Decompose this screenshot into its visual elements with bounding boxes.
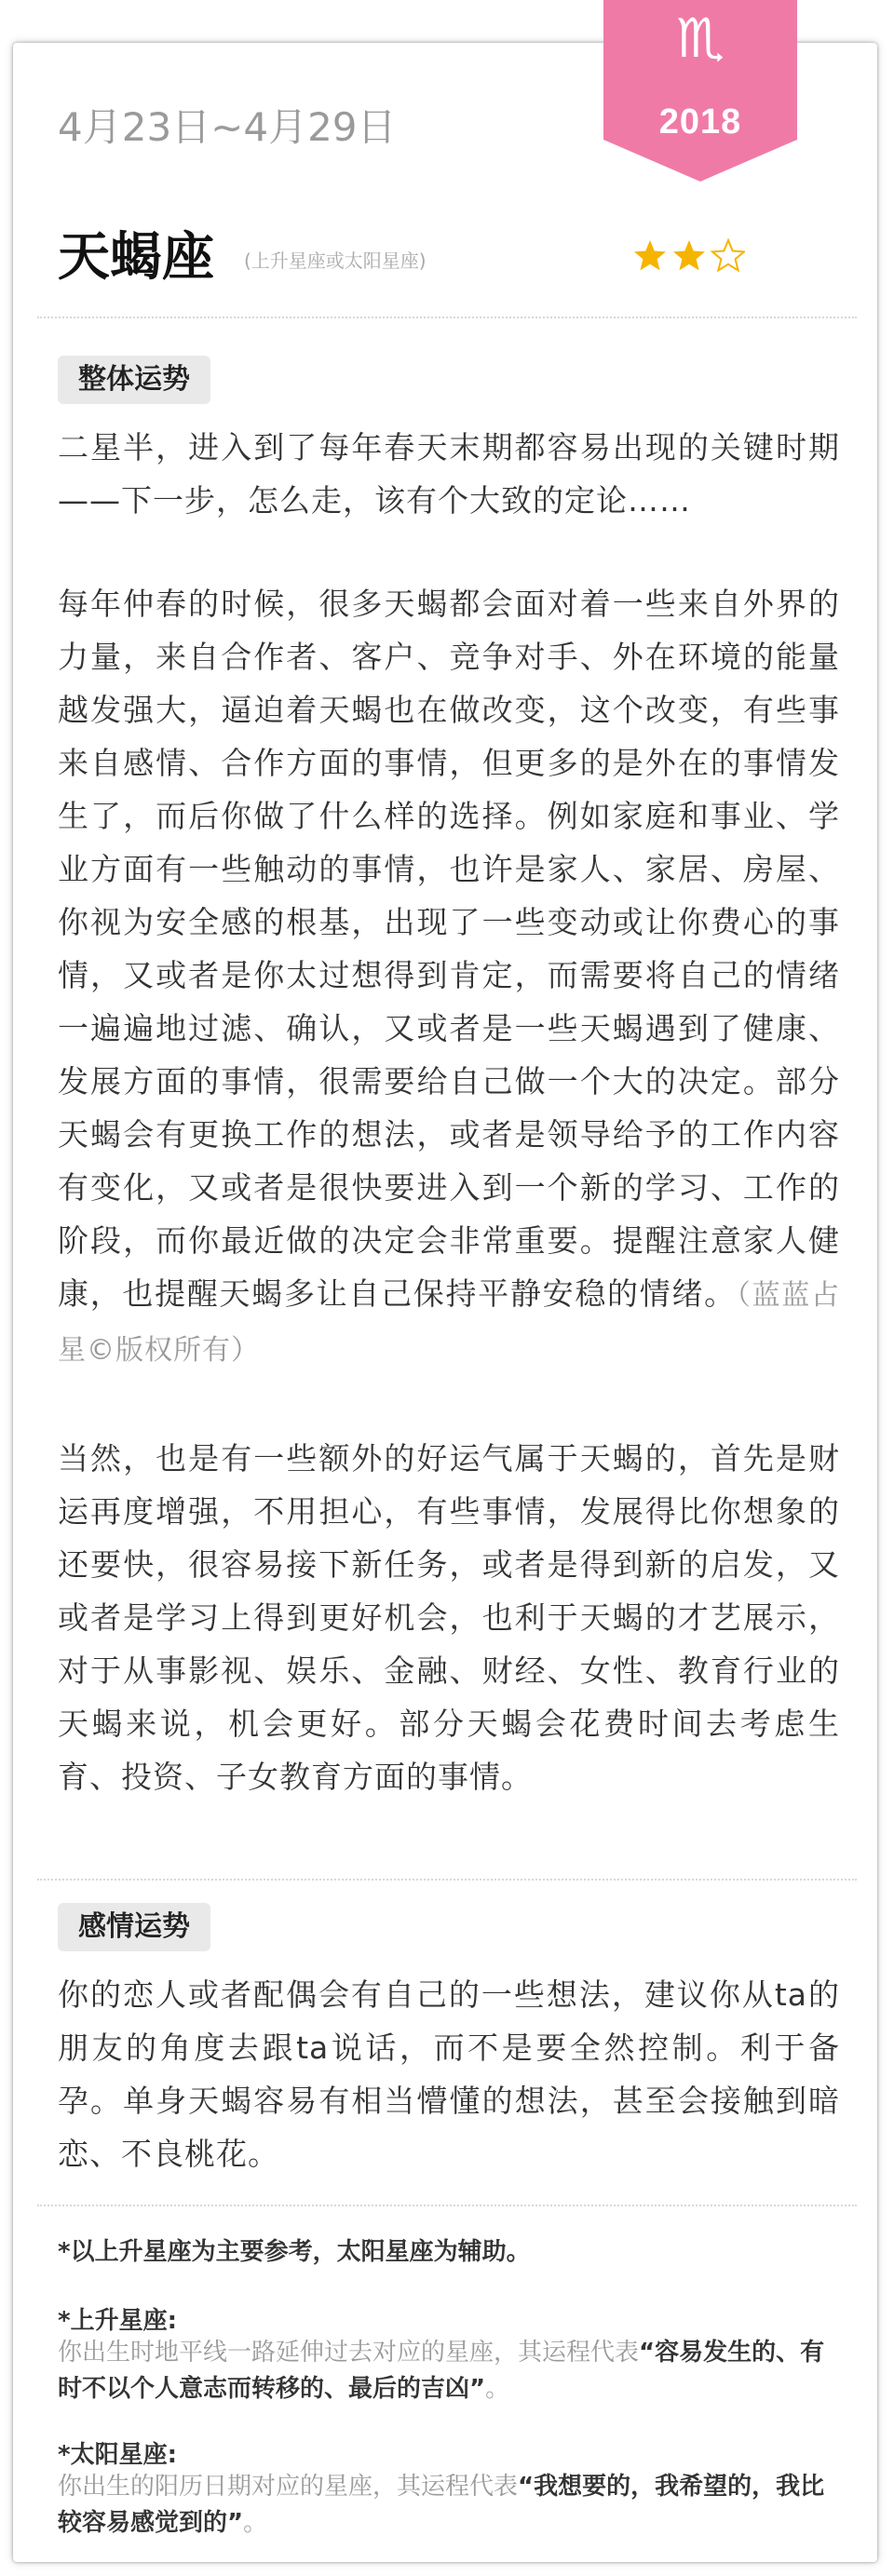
divider [37, 317, 857, 318]
overall-paragraph-2 [58, 577, 840, 1377]
year-label: 2018 [658, 102, 742, 142]
rising-sign-title: *上升星座: [58, 2307, 177, 2335]
sun-sign-description [58, 2469, 840, 2542]
scorpio-icon: ♏ [676, 7, 725, 70]
rating-stars [633, 235, 745, 283]
divider [37, 1879, 857, 1881]
sign-note: (上升星座或太阳星座) [244, 250, 427, 272]
rising-sign-description [58, 2335, 840, 2407]
sun-sign-title: *太阳星座: [58, 2441, 177, 2469]
section-tag-overall: 整体运势 [58, 356, 210, 404]
star-icon [673, 240, 705, 270]
divider [37, 2205, 857, 2206]
rising-sign-text: 你出生时地平线一路延伸过去对应的星座，其运程代表 [58, 2339, 640, 2367]
sun-sign-text: 你出生的阳历日期对应的星座，其运程代表 [58, 2473, 519, 2501]
sun-sign-quote: “我想要的，我希望的，我比较容易感觉到的” [58, 2473, 825, 2537]
sun-sign-end: 。 [243, 2509, 268, 2537]
copyright-credit: （蓝蓝占星©版权所有） [58, 1279, 840, 1367]
overall-paragraph-1: 二星半，进入到了每年春天末期都容易出现的关键时期——下一步，怎么走，该有个大致的定论…… [58, 429, 840, 519]
half-star-icon [712, 240, 744, 270]
zodiac-ribbon [603, 0, 797, 182]
reference-note: *以上升星座为主要参考，太阳星座为辅助。 [58, 2238, 531, 2266]
overall-paragraph-2-text: 每年仲春的时候，很多天蝎都会面对着一些来自外界的力量，来自合作者、客户、竞争对手、外在环境的能量越发强大，逼迫着天蝎也在做改变，这个改变，有些事来自感情、合作方面的事情，但更多的是外在的事情发生了，而后你做了什么样的选择。例如家庭和事业、学业方面有一些触动的事情，也许是家人、家居、房屋、你视为安全感的根基，出现了一些变动或让你费心的事情，又或者是你太过想得到肯定，而需要将自己的情绪一遍遍地过滤、确认，又或者是一些天蝎遇到了健康、发展方面的事情，很需要给自己做一个大的决定。部分天蝎会有更换工作的想法，或者是领导给予的工作内容有变化，又或者是很快要进入到一个新的学习、工作的阶段，而你最近做的决定会非常重要。提醒注意家人健康，也提醒天蝎多让自己保持平静安稳的情绪。 [58, 586, 840, 1312]
rising-sign-quote: “容易发生的、有时不以个人意志而转移的、最后的吉凶” [58, 2339, 825, 2403]
section-tag-love: 感情运势 [58, 1903, 210, 1951]
page-title: 天蝎座 [58, 227, 214, 288]
star-icon [634, 240, 666, 270]
date-range: 4月23日~4月29日 [58, 104, 397, 150]
rising-sign-end: 。 [485, 2375, 510, 2403]
love-paragraph: 你的恋人或者配偶会有自己的一些想法，建议你从ta的朋友的角度去跟ta说话，而不是要全然控制。利于备孕。单身天蝎容易有相当懵懂的想法，甚至会接触到暗恋、不良桃花。 [58, 1976, 840, 2172]
overall-paragraph-3: 当然，也是有一些额外的好运气属于天蝎的，首先是财运再度增强，不用担心，有些事情，发展得比你想象的还要快，很容易接下新任务，或者是得到新的启发，又或者是学习上得到更好机会，也利于天蝎的才艺展示，对于从事影视、娱乐、金融、财经、女性、教育行业的天蝎来说，机会更好。部分天蝎会花费时间去考虑生育、投资、子女教育方面的事情。 [58, 1440, 840, 1795]
